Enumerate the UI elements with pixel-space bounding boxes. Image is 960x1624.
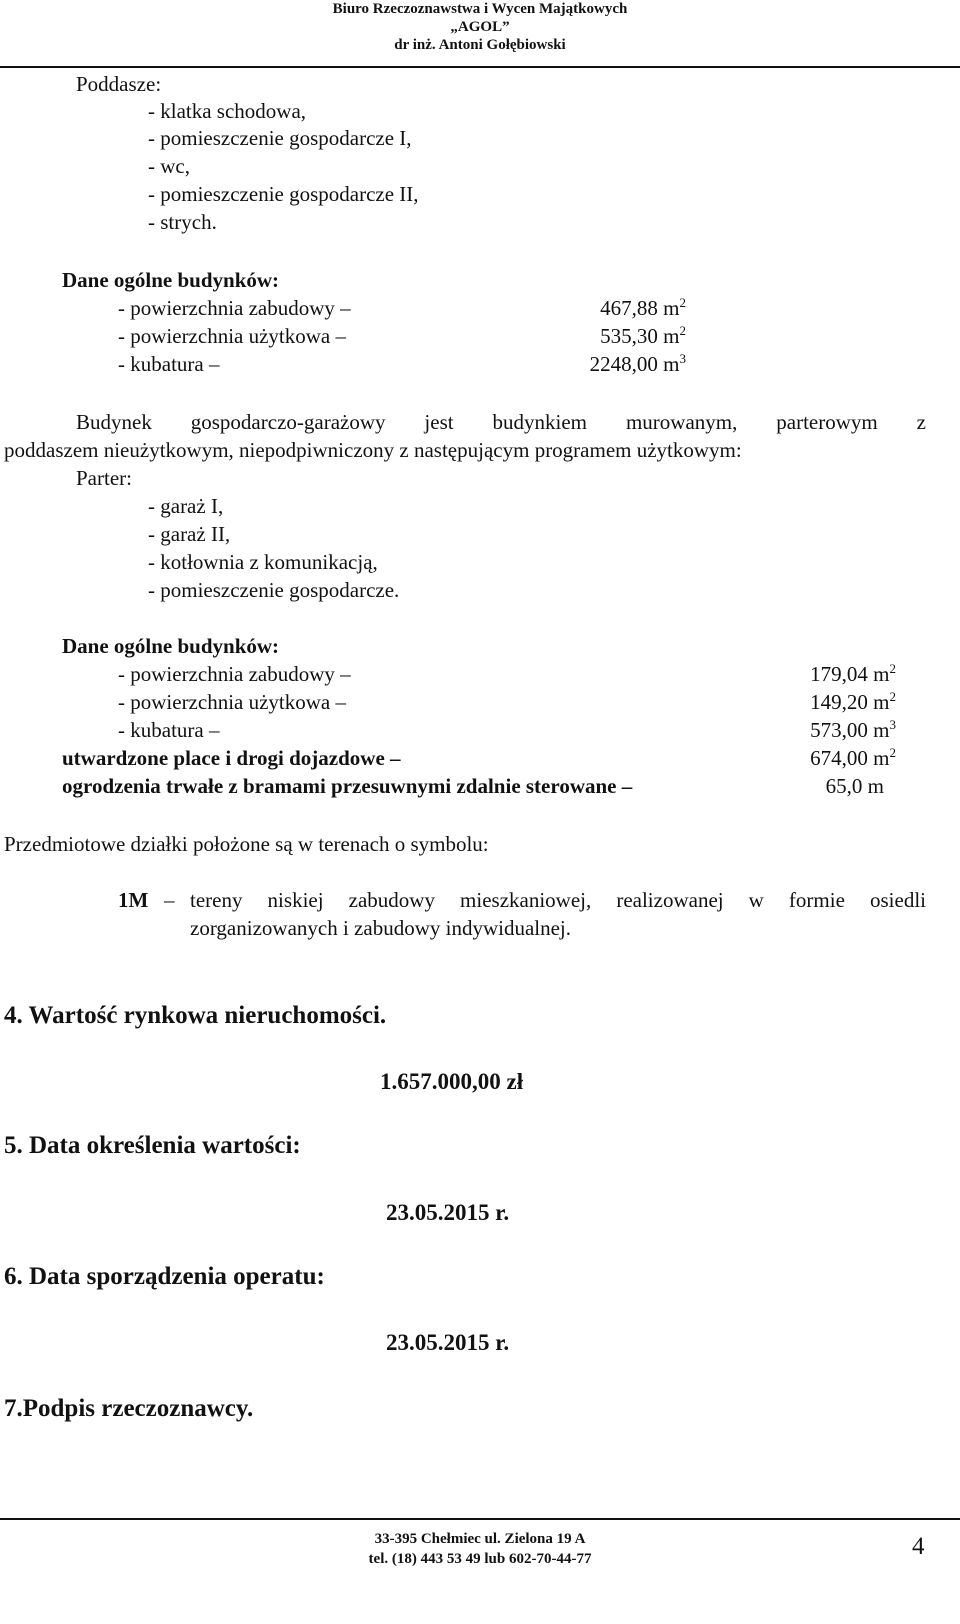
header-rule xyxy=(0,66,960,68)
building2-row-value: 179,04 $m^2$ xyxy=(810,661,896,686)
page-number: 4 xyxy=(912,1533,925,1560)
building2-row-label: - powierzchnia zabudowy – xyxy=(118,662,351,686)
ground-floor-item: - garaż II, xyxy=(148,522,231,546)
paved-areas-value: 674,00 $m^2$ xyxy=(810,745,896,770)
paved-areas-label: utwardzone place i drogi dojazdowe – xyxy=(62,746,401,770)
zoning-dash: – xyxy=(164,888,175,912)
header-owner: dr inż. Antoni Gołębiowski xyxy=(394,37,566,53)
attic-item: - strych. xyxy=(148,210,217,234)
header-office-name: Biuro Rzeczoznawstwa i Wycen Majątkowych xyxy=(332,1,628,17)
building1-row-label: - powierzchnia użytkowa – xyxy=(118,324,346,348)
market-value-amount: 1.657.000,00 zł xyxy=(380,1069,524,1094)
fences-value: 65,0 m xyxy=(825,774,884,798)
header-brand: „AGOL” xyxy=(450,19,510,35)
section-valuation-date-title: 5. Data określenia wartości: xyxy=(4,1132,301,1159)
fences-label: ogrodzenia trwałe z bramami przesuwnymi zdalnie sterowane – xyxy=(62,774,633,798)
report-date: 23.05.2015 r. xyxy=(386,1330,510,1355)
building1-row-label: - powierzchnia zabudowy – xyxy=(118,296,351,320)
attic-item: - wc, xyxy=(148,154,190,178)
building2-row-label: - kubatura – xyxy=(118,718,220,742)
attic-heading: Poddasze: xyxy=(76,72,162,96)
building1-row-value: 467,88 $m^2$ xyxy=(600,295,686,320)
valuation-date: 23.05.2015 r. xyxy=(386,1200,510,1225)
building2-description-line1: Budynek gospodarczo-garażowy jest budynkiem murowanym, parterowym z xyxy=(76,410,926,434)
footer-phone: tel. (18) 443 53 49 lub 602-70-44-77 xyxy=(368,1551,592,1567)
zoning-code: 1M xyxy=(118,888,149,912)
ground-floor-heading: Parter: xyxy=(76,466,132,490)
ground-floor-item: - kotłownia z komunikacją, xyxy=(148,550,378,574)
attic-item: - klatka schodowa, xyxy=(148,99,307,123)
section-signature-title: 7.Podpis rzeczoznawcy. xyxy=(4,1395,254,1422)
zoning-intro: Przedmiotowe działki położone są w terenach o symbolu: xyxy=(4,832,489,856)
ground-floor-item: - pomieszczenie gospodarcze. xyxy=(148,578,400,602)
attic-item: - pomieszczenie gospodarcze II, xyxy=(148,182,419,206)
building1-row-value: 535,30 $m^2$ xyxy=(600,323,686,348)
footer-rule xyxy=(0,1518,960,1520)
footer-address: 33-395 Chełmiec ul. Zielona 19 A xyxy=(374,1531,586,1547)
building1-heading: Dane ogólne budynków: xyxy=(62,268,280,292)
building2-row-value: 573,00 $m^3$ xyxy=(810,717,896,742)
zoning-description-line1: tereny niskiej zabudowy mieszkaniowej, realizowanej w formie osiedli xyxy=(190,888,926,912)
zoning-description-line2: zorganizowanych i zabudowy indywidualnej. xyxy=(190,916,572,940)
attic-item: - pomieszczenie gospodarcze I, xyxy=(148,126,412,150)
building2-description-line2: poddaszem nieużytkowym, niepodpiwniczony z następującym programem użytkowym: xyxy=(4,438,742,462)
building2-row-label: - powierzchnia użytkowa – xyxy=(118,690,346,714)
ground-floor-item: - garaż I, xyxy=(148,494,224,518)
section-report-date-title: 6. Data sporządzenia operatu: xyxy=(4,1263,325,1290)
building1-row-value: 2248,00 $m^3$ xyxy=(589,351,686,376)
building1-row-label: - kubatura – xyxy=(118,352,220,376)
building2-heading: Dane ogólne budynków: xyxy=(62,634,280,658)
building2-row-value: 149,20 $m^2$ xyxy=(810,689,896,714)
section-market-value-title: 4. Wartość rynkowa nieruchomości. xyxy=(4,1002,387,1029)
